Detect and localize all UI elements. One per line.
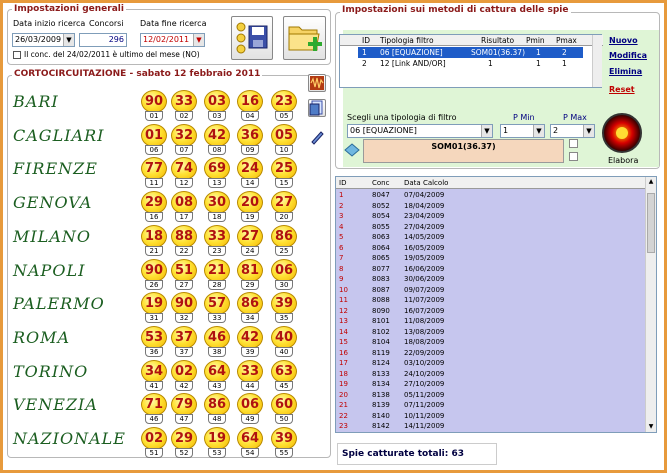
bulb-position-label: 30	[275, 280, 293, 290]
cell-date: 05/11/2009	[404, 390, 445, 399]
bulb-position-label: 09	[241, 145, 259, 155]
bulb-position-label: 20	[275, 212, 293, 222]
number-bulb[interactable]: 02	[171, 360, 197, 383]
last-of-month-label: Il conc. del 24/02/2011 è ultimo del mese (NO)	[24, 50, 200, 59]
spy-settings-title: Impostazioni sui metodi di cattura delle spie	[342, 5, 569, 15]
table-row[interactable]	[336, 337, 646, 348]
number-bulb[interactable]: 29	[141, 191, 167, 214]
number-bulb[interactable]: 32	[171, 124, 197, 147]
cell-conc: 8090	[372, 306, 390, 315]
cell-conc: 8101	[372, 317, 390, 325]
number-bulb[interactable]: 90	[141, 90, 167, 113]
cell-date: 30/06/2009	[404, 275, 445, 283]
cell-conc: 8134	[372, 380, 390, 388]
filter-type-label: Scegli una tipologia di filtro	[347, 113, 457, 122]
spy-row-selected[interactable]	[358, 47, 583, 58]
bulb-position-label: 21	[145, 246, 163, 256]
cell-conc: 8119	[372, 348, 390, 357]
draws-table-scrollbar[interactable]	[645, 177, 656, 432]
number-bulb[interactable]: 90	[141, 259, 167, 282]
spy-cell-filter: 06 [EQUAZIONE]	[380, 48, 443, 57]
cell-id: 20	[339, 390, 348, 399]
number-bulb[interactable]: 29	[171, 427, 197, 450]
number-bulb[interactable]: 81	[237, 259, 263, 282]
cell-id: 22	[339, 411, 348, 420]
number-bulb[interactable]: 51	[171, 259, 197, 282]
bulb-position-label: 12	[175, 178, 193, 188]
wheel-name: TORINO	[13, 361, 89, 381]
bulb-position-label: 42	[175, 381, 193, 391]
cell-conc: 8054	[372, 212, 390, 220]
number-bulb[interactable]: 53	[141, 326, 167, 349]
bulb-position-label: 51	[145, 448, 163, 458]
table-row[interactable]	[336, 400, 646, 411]
bulb-position-label: 37	[175, 347, 193, 357]
pencil-button[interactable]	[308, 128, 326, 146]
bulb-position-label: 44	[241, 381, 259, 391]
number-bulb[interactable]: 33	[171, 90, 197, 113]
number-bulb[interactable]: 39	[271, 292, 297, 315]
cell-date: 18/04/2009	[404, 201, 445, 210]
table-row[interactable]	[336, 232, 646, 243]
spy-cell-pmax: 1	[562, 59, 567, 68]
number-bulb[interactable]: 16	[237, 90, 263, 113]
bulb-position-label: 03	[208, 111, 226, 121]
number-bulb[interactable]: 79	[171, 393, 197, 416]
delete-link[interactable]: Elimina	[609, 67, 643, 76]
cell-date: 23/04/2009	[404, 212, 445, 220]
number-bulb[interactable]: 21	[204, 259, 230, 282]
table-row[interactable]	[336, 253, 646, 264]
save-button[interactable]	[231, 16, 273, 60]
number-bulb[interactable]: 36	[237, 124, 263, 147]
bulb-position-label: 31	[145, 313, 163, 323]
spy-cell-pmin: 1	[536, 59, 541, 68]
cell-conc: 8055	[372, 222, 390, 231]
header-pmax: Pmax	[556, 36, 577, 45]
bulb-position-label: 16	[145, 212, 163, 222]
cell-id: 21	[339, 401, 348, 409]
table-row[interactable]	[336, 243, 646, 254]
cell-id: 19	[339, 380, 348, 388]
cell-date: 14/05/2009	[404, 233, 445, 241]
save-icon	[232, 17, 272, 59]
header-id: ID	[362, 36, 370, 45]
cell-conc: 8063	[372, 233, 390, 241]
number-bulb[interactable]: 03	[204, 90, 230, 113]
wheel-name: MILANO	[13, 226, 91, 246]
table-row[interactable]	[336, 306, 646, 317]
bulb-position-label: 24	[241, 246, 259, 256]
number-bulb[interactable]: 37	[171, 326, 197, 349]
number-bulb[interactable]: 01	[141, 124, 167, 147]
bulb-position-label: 32	[175, 313, 193, 323]
draws-label: Concorsi	[89, 19, 124, 28]
bulb-position-label: 07	[175, 145, 193, 155]
number-bulb[interactable]: 06	[271, 259, 297, 282]
scroll-thumb[interactable]	[647, 193, 655, 253]
new-link[interactable]: Nuovo	[609, 36, 638, 45]
number-bulb[interactable]: 64	[204, 360, 230, 383]
edit-link[interactable]: Modifica	[609, 51, 647, 60]
number-bulb[interactable]: 20	[237, 191, 263, 214]
cell-conc: 8088	[372, 296, 390, 304]
cell-date: 03/10/2009	[404, 359, 445, 367]
start-date-field[interactable]: 26/03/2009 ▼	[12, 33, 75, 47]
wheel-name: FIRENZE	[13, 159, 98, 179]
number-bulb[interactable]: 19	[141, 292, 167, 315]
number-bulb[interactable]: 60	[271, 393, 297, 416]
wheel-name: BARI	[13, 92, 59, 111]
cell-conc: 8142	[372, 422, 390, 430]
waveform-icon	[309, 75, 325, 91]
bulb-position-label: 18	[208, 212, 226, 222]
bulb-position-label: 38	[208, 347, 226, 357]
bulb-position-label: 15	[275, 178, 293, 188]
scroll-up-button[interactable]	[569, 139, 578, 148]
draws-table-header	[336, 177, 646, 189]
bulb-position-label: 36	[145, 347, 163, 357]
start-date-label: Data inizio ricerca	[13, 19, 86, 28]
table-row[interactable]	[336, 295, 646, 306]
power-icon	[604, 115, 640, 151]
table-row[interactable]	[336, 390, 646, 401]
cell-conc: 8065	[372, 254, 390, 262]
bulb-position-label: 41	[145, 381, 163, 391]
cell-id: 2	[339, 201, 344, 210]
table-row[interactable]	[336, 274, 646, 285]
cell-id: 11	[339, 296, 348, 304]
number-bulb[interactable]: 86	[271, 225, 297, 248]
header-pmin: Pmin	[526, 36, 545, 45]
number-bulb[interactable]: 71	[141, 393, 167, 416]
cell-date: 13/08/2009	[404, 327, 445, 336]
number-bulb[interactable]: 69	[204, 157, 230, 180]
number-bulb[interactable]: 27	[271, 191, 297, 214]
cell-id: 1	[339, 191, 344, 199]
cell-conc: 8140	[372, 411, 390, 420]
chevron-down-icon[interactable]: ▼	[533, 125, 544, 137]
number-bulb[interactable]: 40	[271, 326, 297, 349]
bulb-position-label: 46	[145, 414, 163, 424]
number-bulb[interactable]: 25	[271, 157, 297, 180]
table-row[interactable]	[336, 358, 646, 369]
bulb-position-label: 54	[241, 448, 259, 458]
cell-id: 12	[339, 306, 348, 315]
cell-id: 3	[339, 212, 344, 220]
wheel-name: GENOVA	[13, 193, 93, 213]
pmin-select[interactable]: 1 ▼	[500, 124, 545, 138]
cell-id: 23	[339, 422, 348, 430]
cell-conc: 8077	[372, 264, 390, 273]
table-row[interactable]	[336, 421, 646, 432]
end-date-label: Data fine ricerca	[140, 19, 207, 28]
cell-id: 9	[339, 275, 344, 283]
spy-cell-pmax: 2	[562, 48, 567, 57]
bulb-position-label: 14	[241, 178, 259, 188]
table-row[interactable]	[336, 190, 646, 201]
spy-cell-id: 2	[362, 59, 367, 68]
cell-conc: 8139	[372, 401, 390, 409]
header-date: Data Calcolo	[404, 179, 449, 187]
cell-conc: 8104	[372, 338, 390, 346]
cell-date: 16/05/2009	[404, 243, 445, 252]
bulb-position-label: 50	[275, 414, 293, 424]
bulb-position-label: 28	[208, 280, 226, 290]
table-row[interactable]	[336, 211, 646, 222]
folder-add-icon	[284, 17, 325, 59]
bulb-position-label: 45	[275, 381, 293, 391]
cell-conc: 8064	[372, 243, 390, 252]
cell-id: 15	[339, 338, 348, 346]
number-bulb[interactable]: 27	[237, 225, 263, 248]
number-bulb[interactable]: 90	[171, 292, 197, 315]
cell-date: 22/09/2009	[404, 348, 445, 357]
bulb-position-label: 22	[175, 246, 193, 256]
bulb-position-label: 01	[145, 111, 163, 121]
number-bulb[interactable]: 18	[141, 225, 167, 248]
cell-id: 7	[339, 254, 344, 262]
header-filter-type: Tipologia filtro	[380, 36, 434, 45]
filter-type-select[interactable]: 06 [EQUAZIONE] ▼	[347, 124, 493, 138]
draws-field[interactable]: 296	[79, 33, 127, 47]
cell-id: 8	[339, 264, 344, 273]
chevron-down-icon[interactable]: ▼	[193, 34, 204, 46]
header-id: ID	[339, 179, 347, 187]
number-bulb[interactable]: 77	[141, 157, 167, 180]
process-label: Elabora	[608, 156, 639, 165]
cell-id: 17	[339, 359, 348, 367]
number-bulb[interactable]: 64	[237, 427, 263, 450]
wheel-name: ROMA	[13, 327, 71, 347]
reset-link[interactable]: Reset	[609, 85, 635, 94]
cell-date: 14/11/2009	[404, 422, 445, 430]
cell-date: 07/11/2009	[404, 401, 445, 409]
last-of-month-checkbox[interactable]	[13, 51, 21, 59]
number-bulb[interactable]: 88	[171, 225, 197, 248]
number-bulb[interactable]: 08	[171, 191, 197, 214]
bulb-position-label: 55	[275, 448, 293, 458]
pencil-icon	[309, 129, 325, 145]
bulb-position-label: 34	[241, 313, 259, 323]
document-button[interactable]	[308, 99, 326, 117]
cell-id: 13	[339, 317, 348, 325]
spy-methods-table	[339, 34, 602, 88]
number-bulb[interactable]: 74	[171, 157, 197, 180]
document-icon	[309, 100, 325, 116]
cell-date: 24/10/2009	[404, 369, 445, 378]
filter-result-display: SOM01(36.37)	[363, 139, 564, 163]
bulb-position-label: 02	[175, 111, 193, 121]
cell-date: 10/11/2009	[404, 411, 445, 420]
number-bulb[interactable]: 33	[237, 360, 263, 383]
table-row[interactable]	[336, 316, 646, 327]
cell-date: 11/07/2009	[404, 296, 445, 304]
cell-date: 18/08/2009	[404, 338, 445, 346]
number-bulb[interactable]: 57	[204, 292, 230, 315]
open-add-button[interactable]	[283, 16, 326, 60]
cell-id: 5	[339, 233, 344, 241]
number-bulb[interactable]: 02	[141, 427, 167, 450]
number-bulb[interactable]: 24	[237, 157, 263, 180]
number-bulb[interactable]: 63	[271, 360, 297, 383]
cell-conc: 8124	[372, 359, 390, 367]
spy-cell-result: 1	[488, 59, 493, 68]
bulb-position-label: 47	[175, 414, 193, 424]
bulb-position-label: 13	[208, 178, 226, 188]
bulb-position-label: 27	[175, 280, 193, 290]
number-bulb[interactable]: 34	[141, 360, 167, 383]
wheel-name: NAPOLI	[13, 260, 86, 280]
spy-row[interactable]	[358, 58, 583, 69]
pmin-label: P Min	[513, 113, 535, 122]
cell-id: 4	[339, 222, 344, 231]
pmax-label: P Max	[563, 113, 587, 122]
bulb-position-label: 10	[275, 145, 293, 155]
number-bulb[interactable]: 42	[237, 326, 263, 349]
cell-date: 07/04/2009	[404, 191, 445, 199]
wheel-name: CAGLIARI	[13, 125, 105, 145]
cell-conc: 8047	[372, 191, 390, 199]
cell-id: 14	[339, 327, 348, 336]
chevron-down-icon[interactable]: ▼	[481, 125, 492, 137]
cell-date: 19/05/2009	[404, 254, 445, 262]
cell-date: 16/07/2009	[404, 306, 445, 315]
chevron-down-icon[interactable]: ▼	[583, 125, 594, 137]
number-bulb[interactable]: 19	[204, 427, 230, 450]
bulb-position-label: 19	[241, 212, 259, 222]
bulb-position-label: 23	[208, 246, 226, 256]
spy-table-scrollbar[interactable]	[592, 35, 602, 87]
table-row[interactable]	[336, 285, 646, 296]
scroll-down-arrow[interactable]: ▼	[648, 423, 654, 430]
spy-cell-id: 1	[362, 48, 367, 57]
bulb-position-label: 05	[275, 111, 293, 121]
cell-id: 10	[339, 285, 348, 294]
bulb-position-label: 08	[208, 145, 226, 155]
number-bulb[interactable]: 30	[204, 191, 230, 214]
cell-date: 16/06/2009	[404, 264, 445, 273]
bulb-position-label: 04	[241, 111, 259, 121]
bulb-position-label: 11	[145, 178, 163, 188]
table-row[interactable]	[336, 379, 646, 390]
wheel-name: NAZIONALE	[13, 429, 126, 448]
cell-conc: 8087	[372, 285, 390, 294]
cell-date: 11/08/2009	[404, 317, 445, 325]
scroll-up-arrow[interactable]: ▲	[648, 178, 654, 185]
bulb-position-label: 35	[275, 313, 293, 323]
bulb-position-label: 26	[145, 280, 163, 290]
cell-conc: 8133	[372, 369, 390, 378]
bulb-position-label: 53	[208, 448, 226, 458]
draws-table	[335, 176, 657, 433]
header-result: Risultato	[481, 36, 515, 45]
filter-icon[interactable]	[344, 143, 360, 157]
chevron-down-icon[interactable]: ▼	[63, 34, 74, 46]
table-row[interactable]	[336, 369, 646, 380]
cell-id: 6	[339, 243, 344, 252]
table-row[interactable]	[336, 411, 646, 422]
spy-cell-filter: 12 [Link AND/OR]	[380, 59, 446, 68]
table-row[interactable]	[336, 348, 646, 359]
table-row[interactable]	[336, 264, 646, 275]
cell-conc: 8102	[372, 327, 390, 336]
number-bulb[interactable]: 86	[204, 393, 230, 416]
cell-conc: 8083	[372, 275, 390, 283]
cell-conc: 8138	[372, 390, 390, 399]
audio-button[interactable]	[308, 74, 326, 92]
spy-cell-pmin: 1	[536, 48, 541, 57]
bulb-position-label: 52	[175, 448, 193, 458]
cell-id: 18	[339, 369, 348, 378]
scroll-down-button[interactable]	[569, 152, 578, 161]
table-row[interactable]	[336, 327, 646, 338]
cell-date: 27/10/2009	[404, 380, 445, 388]
number-bulb[interactable]: 42	[204, 124, 230, 147]
bulb-position-label: 06	[145, 145, 163, 155]
number-bulb[interactable]: 46	[204, 326, 230, 349]
bulb-position-label: 49	[241, 414, 259, 424]
bulb-position-label: 33	[208, 313, 226, 323]
bulb-position-label: 40	[275, 347, 293, 357]
spy-cell-result: SOM01(36.37)	[471, 48, 526, 57]
cell-conc: 8052	[372, 201, 390, 210]
number-bulb[interactable]: 06	[237, 393, 263, 416]
bulb-position-label: 25	[275, 246, 293, 256]
number-bulb[interactable]: 23	[271, 90, 297, 113]
number-bulb[interactable]: 05	[271, 124, 297, 147]
number-bulb[interactable]: 33	[204, 225, 230, 248]
table-row[interactable]	[336, 222, 646, 233]
bulb-position-label: 29	[241, 280, 259, 290]
bulb-position-label: 17	[175, 212, 193, 222]
spies-total-label: Spie catturate totali: 63	[342, 449, 465, 459]
cell-date: 27/04/2009	[404, 222, 445, 231]
cell-id: 16	[339, 348, 348, 357]
spy-table-header	[340, 35, 603, 46]
number-bulb[interactable]: 39	[271, 427, 297, 450]
process-button[interactable]	[602, 113, 642, 153]
cell-date: 09/07/2009	[404, 285, 445, 294]
end-date-field[interactable]: 12/02/2011 ▼	[140, 33, 205, 47]
wheel-name: VENEZIA	[13, 395, 98, 415]
bulb-position-label: 39	[241, 347, 259, 357]
bulb-position-label: 48	[208, 414, 226, 424]
general-settings-title: Impostazioni generali	[14, 4, 124, 14]
header-conc: Conc	[372, 179, 390, 187]
pmax-select[interactable]: 2 ▼	[550, 124, 595, 138]
short-circuit-title: CORTOCIRCUITAZIONE - sabato 12 febbraio 2011	[14, 69, 261, 79]
bulb-position-label: 43	[208, 381, 226, 391]
number-bulb[interactable]: 86	[237, 292, 263, 315]
table-row[interactable]	[336, 201, 646, 212]
wheel-name: PALERMO	[13, 294, 105, 314]
